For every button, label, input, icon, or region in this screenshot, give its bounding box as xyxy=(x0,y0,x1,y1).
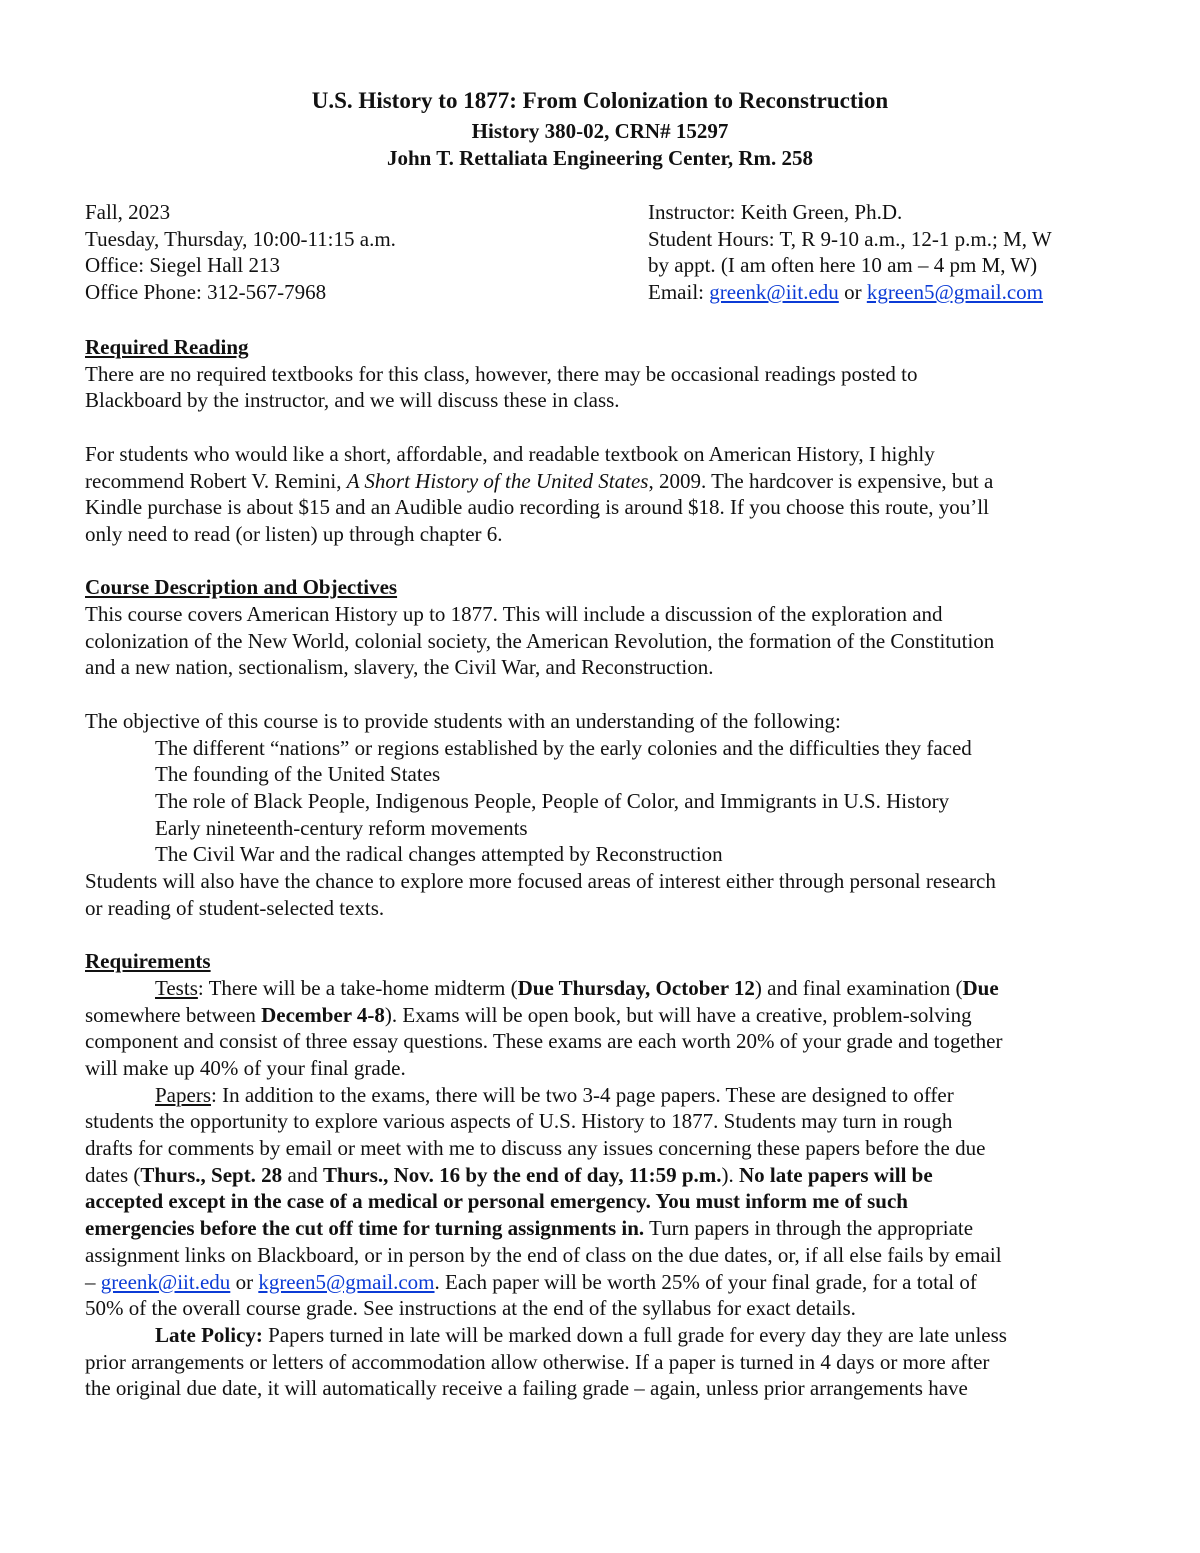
description-line: and a new nation, sectionalism, slavery, the Civil War, and Reconstruction. xyxy=(85,655,714,680)
text-run: , 2009. The hardcover is expensive, but a xyxy=(648,468,994,493)
description-line: Students will also have the chance to explore more focused areas of interest either through personal research xyxy=(85,869,996,894)
textbook-paragraph-line: only need to read (or listen) up through chapter 6. xyxy=(85,521,503,546)
papers-line: 50% of the overall course grade. See instructions at the end of the syllabus for exact details. xyxy=(85,1296,856,1321)
office: Office: Siegel Hall 213 xyxy=(85,253,280,278)
textbook-paragraph-line: Kindle purchase is about $15 and an Audible audio recording is around $18. If you choose this route, you’ll xyxy=(85,495,989,520)
objective-item: Early nineteenth-century reform movements xyxy=(155,815,528,840)
text-run: ) and final examination ( xyxy=(754,975,963,1000)
late-paper-warning: No late papers will be xyxy=(739,1162,933,1187)
text-run: ). xyxy=(721,1162,740,1187)
syllabus-body xyxy=(85,334,1125,1402)
reading-paragraph-line: There are no required textbooks for this class, however, there may be occasional readings posted to xyxy=(85,361,918,386)
late-paper-warning: accepted except in the case of a medical or personal emergency. You must inform me of such xyxy=(85,1189,908,1214)
description-line: This course covers American History up to 1877. This will include a discussion of the exploration and xyxy=(85,602,943,626)
office-phone: Office Phone: 312-567-7968 xyxy=(85,280,327,305)
description-line: colonization of the New World, colonial society, the American Revolution, the formation of the Constitution xyxy=(85,628,995,653)
text-run: . Each paper will be worth 25% of your final grade, for a total of xyxy=(434,1269,977,1294)
papers-label: Papers xyxy=(155,1082,211,1107)
text-run: – xyxy=(85,1269,101,1294)
reading-paragraph-line: Blackboard by the instructor, and we will discuss these in class. xyxy=(85,388,620,413)
text-run: recommend Robert V. Remini, xyxy=(85,468,347,493)
papers-line xyxy=(85,1215,1125,1242)
tests-label: Tests xyxy=(155,975,198,1000)
text-run: Turn papers in through the appropriate xyxy=(644,1216,974,1241)
description-line: or reading of student-selected texts. xyxy=(85,895,385,920)
late-policy-label: Late Policy: xyxy=(155,1322,263,1347)
tests-line xyxy=(85,1002,1125,1029)
midterm-due-date: Due Thursday, October 12 xyxy=(517,975,755,1000)
textbook-paragraph-line xyxy=(85,468,1125,495)
late-policy-line xyxy=(85,1322,1125,1349)
email-link-gmail[interactable]: kgreen5@gmail.com xyxy=(258,1269,435,1294)
requirements-heading: Requirements xyxy=(85,949,211,974)
student-hours-continued: by appt. (I am often here 10 am – 4 pm M, W) xyxy=(648,253,1038,278)
tests-line xyxy=(85,975,1125,1002)
tests-line: component and consist of three essay questions. These exams are each worth 20% of your grade and together xyxy=(85,1029,1003,1054)
course-title: U.S. History to 1877: From Colonization to Reconstruction xyxy=(311,88,889,113)
objectives-intro: The objective of this course is to provide students with an understanding of the following: xyxy=(85,708,841,733)
email-link-iit[interactable]: greenk@iit.edu xyxy=(709,280,839,305)
text-run: and xyxy=(282,1162,324,1187)
papers-line: assignment links on Blackboard, or in person by the end of class on the due dates, or, if all else fails by email xyxy=(85,1242,1002,1267)
course-info-left xyxy=(85,199,396,306)
late-paper-warning: emergencies before the cut off time for turning assignments in. xyxy=(85,1216,645,1241)
required-reading-heading: Required Reading xyxy=(85,335,249,359)
email-link-iit[interactable]: greenk@iit.edu xyxy=(100,1269,231,1294)
text-run: or xyxy=(230,1269,259,1294)
objective-item: The different “nations” or regions established by the early colonies and the difficulties they faced xyxy=(155,735,972,760)
objective-item: The Civil War and the radical changes attempted by Reconstruction xyxy=(155,842,723,867)
papers-line xyxy=(85,1162,1125,1189)
textbook-paragraph-line: For students who would like a short, affordable, and readable textbook on American History, I highly xyxy=(85,441,935,466)
text-run: : In addition to the exams, there will be two 3-4 page papers. These are designed to offer xyxy=(211,1082,954,1107)
text-run: Papers turned in late will be marked down a full grade for every day they are late unless xyxy=(262,1322,1007,1347)
email-line xyxy=(648,279,1052,306)
paper-due-date-1: Thurs., Sept. 28 xyxy=(140,1162,283,1187)
text-run: Due xyxy=(962,975,999,1000)
course-number: History 380-02, CRN# 15297 xyxy=(471,119,729,143)
tests-line: will make up 40% of your final grade. xyxy=(85,1055,406,1080)
course-location: John T. Rettaliata Engineering Center, Rm. 258 xyxy=(386,146,814,170)
text-run: somewhere between xyxy=(85,1002,262,1027)
email-label: Email: xyxy=(648,280,710,305)
late-policy-line: prior arrangements or letters of accommodation allow otherwise. If a paper is turned in 4 days or more after xyxy=(85,1349,990,1374)
term: Fall, 2023 xyxy=(85,200,171,224)
instructor: Instructor: Keith Green, Ph.D. xyxy=(648,200,903,224)
papers-line: students the opportunity to explore various aspects of U.S. History to 1877. Students may turn in rough xyxy=(85,1109,953,1134)
papers-line xyxy=(85,1082,1125,1109)
student-hours: Student Hours: T, R 9-10 a.m., 12-1 p.m.; M, W xyxy=(648,226,1052,251)
email-link-gmail[interactable]: kgreen5@gmail.com xyxy=(866,280,1044,305)
final-due-dates: December 4-8 xyxy=(261,1002,385,1027)
late-policy-line: the original due date, it will automatically receive a failing grade – again, unless prior arrangements have xyxy=(85,1376,968,1401)
text-run: ). Exams will be open book, but will have a creative, problem-solving xyxy=(384,1002,972,1027)
objective-item: The founding of the United States xyxy=(155,762,441,787)
papers-line xyxy=(85,1269,1125,1296)
paper-due-date-2: Thurs., Nov. 16 by the end of day, 11:59 p.m. xyxy=(323,1162,722,1187)
email-or: or xyxy=(838,280,867,305)
schedule: Tuesday, Thursday, 10:00-11:15 a.m. xyxy=(85,226,396,251)
text-run: dates ( xyxy=(85,1162,141,1187)
papers-line: drafts for comments by email or meet with me to discuss any issues concerning these papers before the due xyxy=(85,1136,986,1161)
course-info-right xyxy=(648,199,1052,306)
objective-item: The role of Black People, Indigenous People, People of Color, and Immigrants in U.S. History xyxy=(155,788,950,813)
course-description-heading: Course Description and Objectives xyxy=(85,575,398,600)
text-run: : There will be a take-home midterm ( xyxy=(197,975,518,1000)
book-title: A Short History of the United States xyxy=(346,468,649,493)
